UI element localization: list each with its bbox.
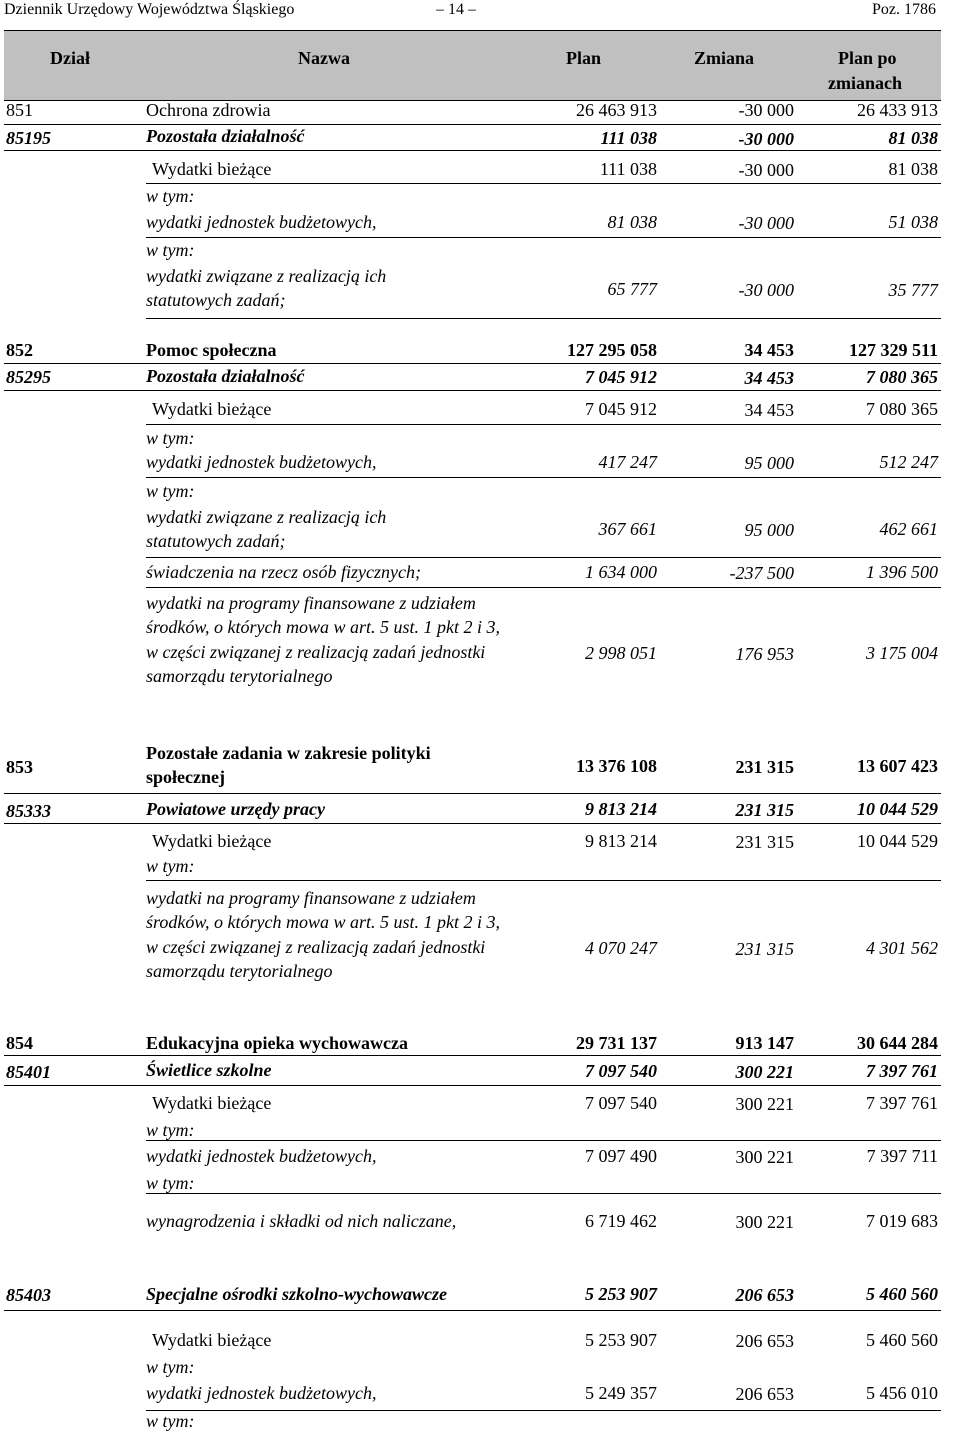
row-plan-after: 7 080 365 bbox=[866, 367, 938, 387]
row-plan-after: 462 661 bbox=[879, 519, 938, 539]
row-name: w tym: bbox=[146, 1173, 195, 1193]
row-plan-after: 10 044 529 bbox=[857, 799, 938, 819]
row-change: 300 221 bbox=[735, 1147, 794, 1167]
row-code: 85403 bbox=[6, 1285, 51, 1305]
row-divider bbox=[146, 237, 941, 238]
row-plan: 81 038 bbox=[607, 212, 657, 232]
row-divider bbox=[4, 823, 941, 824]
row-plan: 7 097 540 bbox=[585, 1061, 657, 1081]
row-divider bbox=[4, 124, 941, 125]
row-change: 206 653 bbox=[735, 1384, 794, 1404]
row-plan-after: 7 019 683 bbox=[866, 1211, 938, 1231]
row-plan: 7 045 912 bbox=[585, 367, 657, 387]
row-plan: 65 777 bbox=[607, 279, 657, 299]
row-plan-after: 4 301 562 bbox=[866, 938, 938, 958]
col-plan-po: Plan po bbox=[838, 48, 897, 68]
row-code: 85195 bbox=[6, 128, 51, 148]
row-plan: 13 376 108 bbox=[576, 756, 657, 776]
row-name: Pozostała działalność bbox=[146, 126, 305, 146]
row-name: w tym: bbox=[146, 428, 195, 448]
row-plan: 7 097 540 bbox=[585, 1093, 657, 1113]
row-plan-after: 1 396 500 bbox=[866, 562, 938, 582]
row-code: 854 bbox=[6, 1033, 33, 1053]
row-plan-after: 81 038 bbox=[888, 159, 938, 179]
row-change: -237 500 bbox=[729, 563, 794, 583]
row-plan: 5 253 907 bbox=[585, 1330, 657, 1350]
row-divider bbox=[146, 557, 941, 558]
row-plan-after: 5 460 560 bbox=[866, 1284, 938, 1304]
row-change: 206 653 bbox=[735, 1331, 794, 1351]
row-plan: 9 813 214 bbox=[585, 831, 657, 851]
row-change: 34 453 bbox=[744, 340, 794, 360]
row-name: wydatki związane z realizacją ich statutowych zadań; bbox=[146, 266, 387, 311]
row-name: Świetlice szkolne bbox=[146, 1060, 272, 1080]
row-plan-after: 7 397 761 bbox=[866, 1061, 938, 1081]
row-name: świadczenia na rzecz osób fizycznych; bbox=[146, 562, 421, 582]
row-change: 300 221 bbox=[735, 1094, 794, 1114]
row-change: 95 000 bbox=[744, 520, 794, 540]
row-change: 34 453 bbox=[744, 400, 794, 420]
row-plan-after: 7 397 761 bbox=[866, 1093, 938, 1113]
row-name: wydatki związane z realizacją ich statutowych zadań; bbox=[146, 507, 387, 552]
row-name: wydatki na programy finansowane z udziałem środków, o których mowa w art. 5 ust. 1 pkt 2 i 3, w części związanej z realizacją zadań jednostki samorządu terytorialnego bbox=[146, 593, 500, 687]
row-divider bbox=[4, 363, 941, 364]
row-plan: 367 661 bbox=[598, 519, 657, 539]
row-name: wydatki na programy finansowane z udziałem środków, o których mowa w art. 5 ust. 1 pkt 2 i 3, w części związanej z realizacją zadań jednostki samorządu terytorialnego bbox=[146, 888, 500, 982]
row-plan-after: 7 080 365 bbox=[866, 399, 938, 419]
row-plan: 2 998 051 bbox=[585, 643, 657, 663]
row-plan: 111 038 bbox=[600, 128, 657, 148]
row-name: Wydatki bieżące bbox=[152, 831, 272, 851]
row-divider bbox=[146, 880, 941, 881]
row-divider bbox=[146, 318, 941, 319]
row-plan-after: 26 433 913 bbox=[857, 100, 938, 120]
row-divider bbox=[146, 587, 941, 588]
row-change: -30 000 bbox=[738, 129, 794, 149]
row-change: 231 315 bbox=[735, 939, 794, 959]
row-plan-after: 5 456 010 bbox=[866, 1383, 938, 1403]
row-change: 95 000 bbox=[744, 453, 794, 473]
row-plan: 9 813 214 bbox=[585, 799, 657, 819]
row-change: 913 147 bbox=[735, 1033, 794, 1053]
row-change: -30 000 bbox=[738, 213, 794, 233]
row-plan: 111 038 bbox=[599, 159, 657, 179]
row-name: w tym: bbox=[146, 186, 195, 206]
col-zmiana: Zmiana bbox=[694, 48, 755, 68]
row-divider bbox=[146, 477, 941, 478]
row-plan-after: 35 777 bbox=[888, 280, 938, 300]
row-divider bbox=[146, 424, 941, 425]
col-nazwa: Nazwa bbox=[298, 48, 350, 68]
row-change: -30 000 bbox=[738, 160, 794, 180]
row-divider bbox=[146, 1193, 941, 1194]
row-plan: 127 295 058 bbox=[567, 340, 657, 360]
row-name: wydatki jednostek budżetowych, bbox=[146, 1146, 377, 1166]
row-divider bbox=[4, 1055, 941, 1056]
row-change: 206 653 bbox=[735, 1285, 794, 1305]
row-change: 34 453 bbox=[744, 368, 794, 388]
row-plan: 4 070 247 bbox=[585, 938, 657, 958]
row-code: 85295 bbox=[6, 367, 51, 387]
row-plan: 26 463 913 bbox=[576, 100, 657, 120]
row-divider bbox=[146, 1410, 941, 1411]
row-name: wydatki jednostek budżetowych, bbox=[146, 1383, 377, 1403]
row-plan-after: 3 175 004 bbox=[866, 643, 938, 663]
row-name: Wydatki bieżące bbox=[152, 1330, 272, 1350]
col-plan: Plan bbox=[566, 48, 602, 68]
table-header-band bbox=[4, 30, 941, 101]
row-divider bbox=[146, 183, 941, 184]
row-plan: 29 731 137 bbox=[576, 1033, 657, 1053]
row-divider bbox=[4, 1085, 941, 1086]
row-plan-after: 127 329 511 bbox=[848, 340, 938, 360]
row-name: Wydatki bieżące bbox=[152, 399, 272, 419]
row-name: Specjalne ośrodki szkolno-wychowawcze bbox=[146, 1284, 448, 1304]
row-plan: 5 253 907 bbox=[585, 1284, 657, 1304]
row-change: 231 315 bbox=[735, 832, 794, 852]
row-change: 176 953 bbox=[735, 644, 794, 664]
row-name: Pozostała działalność bbox=[146, 366, 305, 386]
row-divider bbox=[4, 150, 941, 151]
row-code: 85401 bbox=[6, 1062, 51, 1082]
row-change: -30 000 bbox=[738, 100, 794, 120]
row-plan-after: 5 460 560 bbox=[866, 1330, 938, 1350]
row-plan: 5 249 357 bbox=[585, 1383, 657, 1403]
row-plan-after: 512 247 bbox=[879, 452, 938, 472]
row-change: 300 221 bbox=[735, 1062, 794, 1082]
row-plan-after: 81 038 bbox=[888, 128, 938, 148]
row-name: Pomoc społeczna bbox=[146, 340, 277, 360]
row-plan-after: 7 397 711 bbox=[866, 1146, 938, 1166]
row-name: w tym: bbox=[146, 1411, 195, 1431]
row-name: Edukacyjna opieka wychowawcza bbox=[146, 1033, 409, 1053]
row-name: Wydatki bieżące bbox=[152, 1093, 272, 1113]
row-plan: 6 719 462 bbox=[585, 1211, 657, 1231]
row-name: w tym: bbox=[146, 240, 195, 260]
row-code: 853 bbox=[6, 757, 33, 777]
row-name: w tym: bbox=[146, 856, 195, 876]
row-name: w tym: bbox=[146, 1120, 195, 1140]
row-code: 851 bbox=[6, 100, 33, 120]
col-plan-po-2: zmianach bbox=[828, 73, 902, 93]
row-plan: 7 097 490 bbox=[585, 1146, 657, 1166]
row-plan-after: 10 044 529 bbox=[857, 831, 938, 851]
row-name: w tym: bbox=[146, 1357, 195, 1377]
row-divider bbox=[4, 1310, 941, 1311]
row-name: Ochrona zdrowia bbox=[146, 100, 271, 120]
row-plan-after: 51 038 bbox=[888, 212, 938, 232]
row-name: w tym: bbox=[146, 481, 195, 501]
journal-title: Dziennik Urzędowy Województwa Śląskiego bbox=[4, 1, 295, 18]
row-plan-after: 13 607 423 bbox=[857, 756, 938, 776]
page-number: – 14 – bbox=[436, 1, 476, 18]
row-name: Pozostałe zadania w zakresie polityki społecznej bbox=[146, 743, 431, 788]
row-plan-after: 30 644 284 bbox=[857, 1033, 938, 1053]
row-change: -30 000 bbox=[738, 280, 794, 300]
row-divider bbox=[4, 793, 941, 794]
row-plan: 1 634 000 bbox=[585, 562, 657, 582]
row-name: Powiatowe urzędy pracy bbox=[146, 799, 325, 819]
row-name: Wydatki bieżące bbox=[152, 159, 272, 179]
row-divider bbox=[4, 390, 941, 391]
row-name: wynagrodzenia i składki od nich naliczane, bbox=[146, 1211, 457, 1231]
row-change: 231 315 bbox=[735, 757, 794, 777]
row-plan: 7 045 912 bbox=[585, 399, 657, 419]
row-change: 231 315 bbox=[735, 800, 794, 820]
position-number: Poz. 1786 bbox=[872, 1, 936, 18]
row-code: 852 bbox=[6, 340, 33, 360]
row-name: wydatki jednostek budżetowych, bbox=[146, 452, 377, 472]
row-change: 300 221 bbox=[735, 1212, 794, 1232]
row-divider bbox=[146, 1140, 941, 1141]
row-plan: 417 247 bbox=[598, 452, 657, 472]
row-name: wydatki jednostek budżetowych, bbox=[146, 212, 377, 232]
col-dzial: Dział bbox=[50, 48, 90, 68]
row-code: 85333 bbox=[6, 801, 51, 821]
